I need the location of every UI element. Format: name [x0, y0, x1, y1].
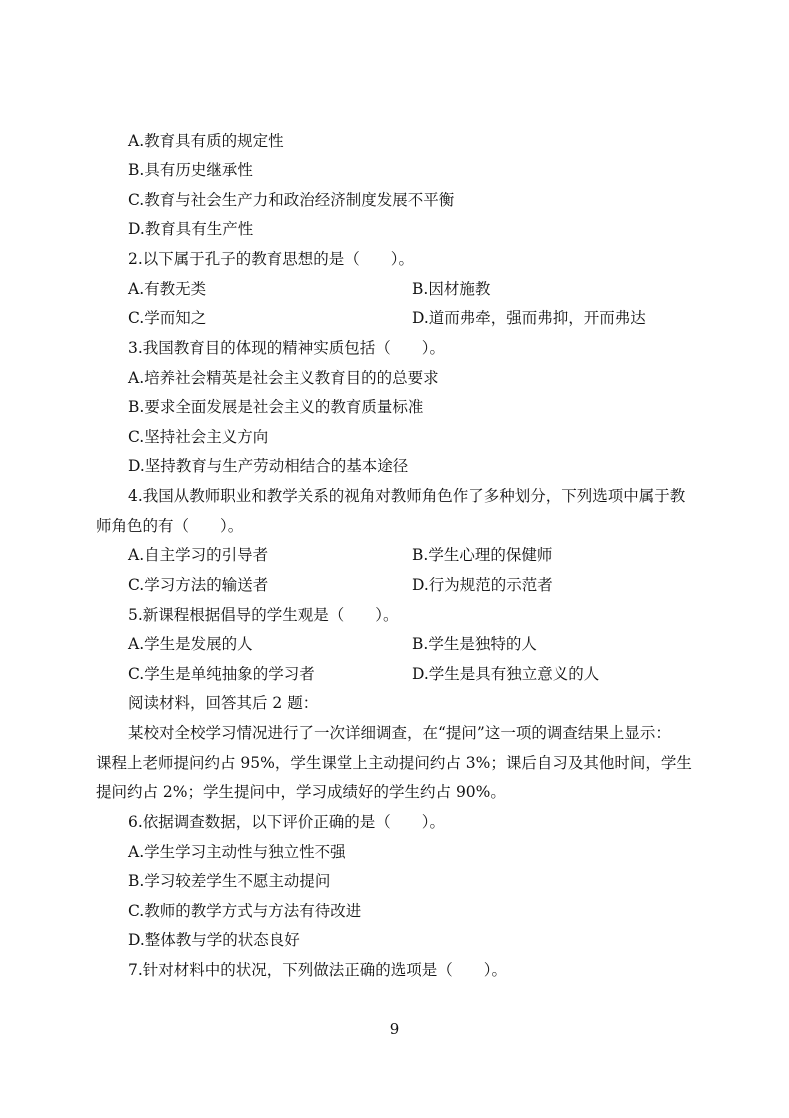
q6-option-d: D.整体教与学的状态良好	[128, 931, 300, 949]
q2-option-c: C.学而知之	[128, 309, 207, 327]
q3-stem: 3.我国教育目的体现的精神实质包括（ ）。	[128, 339, 446, 357]
q2-option-d: D.道而弗牵，强而弗抑，开而弗达	[412, 309, 646, 327]
q3-option-d: D.坚持教育与生产劳动相结合的基本途径	[128, 457, 409, 475]
q6-option-a: A.学生学习主动性与独立性不强	[128, 843, 346, 861]
q5-stem: 5.新课程根据倡导的学生观是（ ）。	[128, 606, 399, 624]
q5-option-c: C.学生是单纯抽象的学习者	[128, 665, 315, 683]
q6-stem: 6.依据调查数据，以下评价正确的是（ ）。	[128, 813, 446, 831]
q7-stem: 7.针对材料中的状况，下列做法正确的选项是（ ）。	[128, 961, 508, 979]
material-line-3: 提问约占 2%；学生提问中，学习成绩好的学生约占 90%。	[96, 783, 506, 801]
material-line-1: 某校对全校学习情况进行了一次详细调查，在“提问”这一项的调查结果上显示：	[128, 724, 671, 742]
q4-stem-line-2: 师角色的有（ ）。	[96, 517, 244, 535]
q6-option-b: B.学习较差学生不愿主动提问	[128, 872, 331, 890]
q6-option-c: C.教师的教学方式与方法有待改进	[128, 902, 362, 920]
q2-option-a: A.有教无类	[128, 280, 207, 298]
q5-option-d: D.学生是具有独立意义的人	[412, 665, 600, 683]
q3-option-a: A.培养社会精英是社会主义教育目的的总要求	[128, 369, 439, 387]
page-number: 9	[389, 1020, 400, 1038]
q4-stem-line-1: 4.我国从教师职业和教学关系的视角对教师角色作了多种划分，下列选项中属于教	[128, 487, 686, 505]
q4-option-a: A.自主学习的引导者	[128, 546, 269, 564]
q4-option-d: D.行为规范的示范者	[412, 576, 553, 594]
q2-option-b: B.因材施教	[412, 280, 491, 298]
q1-option-a: A.教育具有质的规定性	[128, 132, 284, 150]
q5-option-a: A.学生是发展的人	[128, 635, 253, 653]
material-line-2: 课程上老师提问约占 95%，学生课堂上主动提问约占 3%；课后自习及其他时间，学生	[96, 754, 692, 772]
q2-stem: 2.以下属于孔子的教育思想的是（ ）。	[128, 250, 415, 268]
q4-option-c: C.学习方法的输送者	[128, 576, 269, 594]
q1-option-c: C.教育与社会生产力和政治经济制度发展不平衡	[128, 191, 455, 209]
q1-option-b: B.具有历史继承性	[128, 161, 253, 179]
q1-option-d: D.教育具有生产性	[128, 220, 254, 238]
q3-option-c: C.坚持社会主义方向	[128, 428, 269, 446]
q4-option-b: B.学生心理的保健师	[412, 546, 553, 564]
reading-intro: 阅读材料，回答其后 2 题：	[128, 694, 319, 712]
q5-option-b: B.学生是独特的人	[412, 635, 537, 653]
q3-option-b: B.要求全面发展是社会主义的教育质量标准	[128, 398, 424, 416]
